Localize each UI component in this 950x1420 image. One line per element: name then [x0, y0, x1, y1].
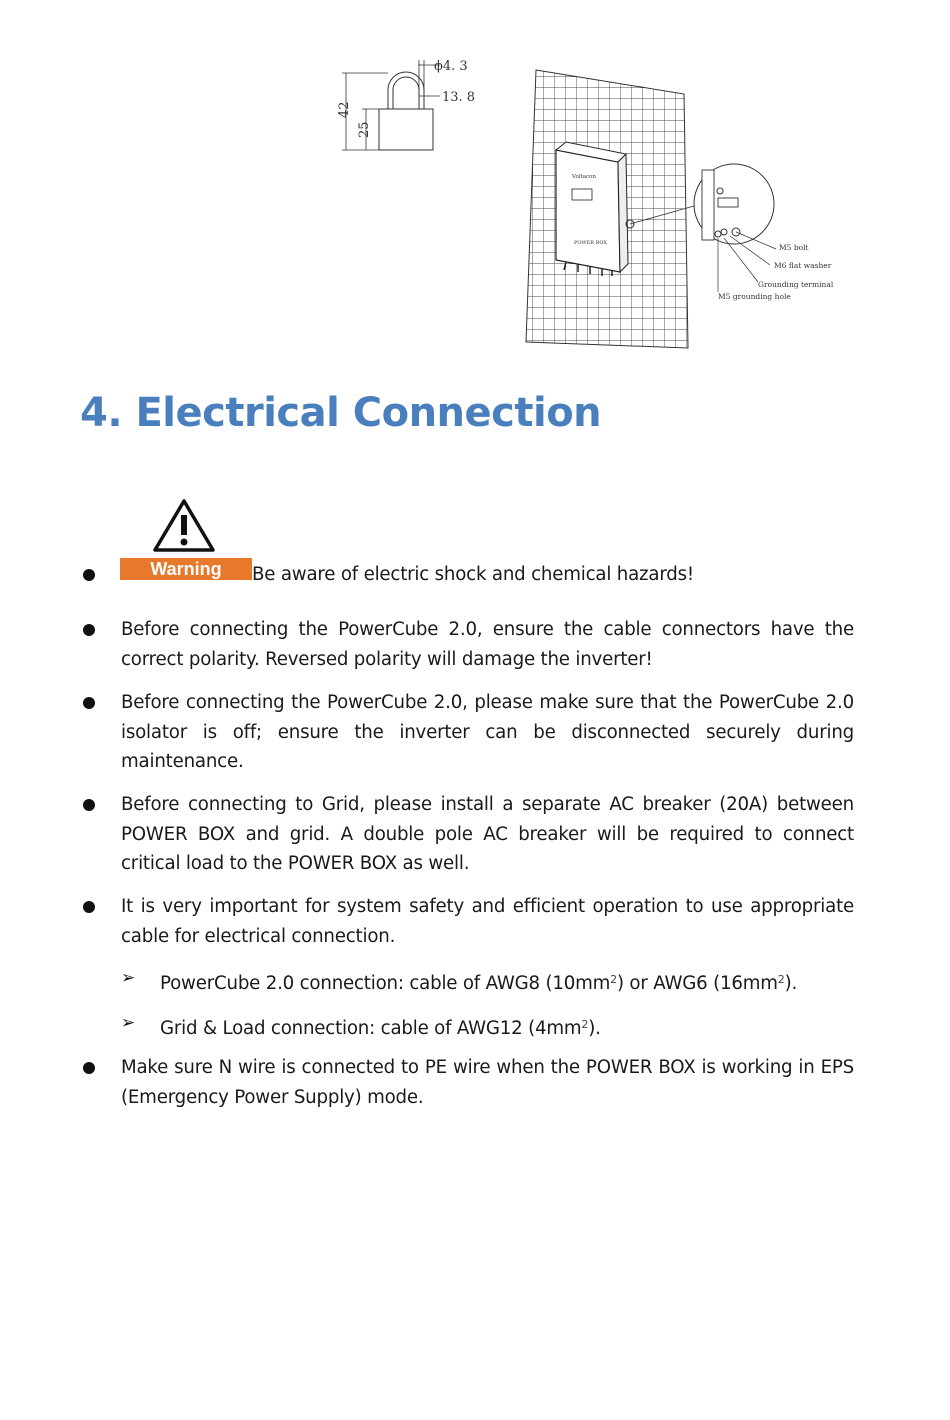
inverter-device-label: POWER BOX [574, 240, 607, 246]
callout-grounding-terminal: Grounding terminal [758, 280, 834, 289]
section-title: Electrical Connection [135, 390, 602, 436]
sub-bullet-powercube-cable: PowerCube 2.0 connection: cable of AWG8 $(10mm^2)$ or AWG6 $(16mm^2)$. [160, 973, 798, 994]
bullet-dot [83, 901, 95, 913]
bullet-dot [83, 624, 95, 636]
inverter-brand-label: Voltacon [572, 174, 596, 180]
padlock-dimension-figure [330, 52, 490, 162]
wall-mount-figure [522, 66, 842, 356]
bullet-dot [83, 697, 95, 709]
callout-m6-washer: M6 flat washer [774, 261, 832, 270]
sub-bullet-grid-load-cable: Grid & Load connection: cable of AWG12 $(4mm^2)$. [160, 1018, 601, 1039]
warning-icon [120, 498, 252, 582]
section-heading [80, 390, 601, 436]
arrow-bullet-icon: ➢ [121, 1013, 136, 1033]
bullet-dot [83, 799, 95, 811]
dim-inner-label: 13. 8 [442, 90, 476, 105]
bullet-dot [83, 569, 95, 581]
arrow-bullet-icon: ➢ [121, 968, 136, 988]
callout-m5-bolt: M5 bolt [779, 243, 809, 252]
warning-text: Be aware of electric shock and chemical hazards! [252, 564, 694, 585]
warning-badge-label: Warning [150, 559, 222, 579]
bullet-ac-breaker: Before connecting to Grid, please install a separate AC breaker (20A) between POWER BOX and grid. A double pole AC breaker will be required to connect critical load to the POWER BOX as well. [121, 794, 854, 874]
dim-wire-label: ϕ4. 3 [434, 59, 468, 74]
bullet-eps-mode: Make sure N wire is connected to PE wire when the POWER BOX is working in EPS (Emergency Power Supply) mode. [121, 1057, 854, 1108]
inverter-device [556, 142, 634, 276]
dim-total-label: 42 [337, 101, 352, 118]
bullet-cable: It is very important for system safety and efficient operation to use appropriate cable for electrical connection. [121, 896, 854, 947]
section-number: 4. [80, 390, 123, 436]
bullet-polarity: Before connecting the PowerCube 2.0, ensure the cable connectors have the correct polarity. Reversed polarity will damage the inverter! [121, 619, 854, 670]
bullet-isolator: Before connecting the PowerCube 2.0, please make sure that the PowerCube 2.0 isolator is off; ensure the inverter can be disconnected securely during maintenance. [121, 692, 854, 772]
dim-body-label: 25 [357, 121, 372, 138]
callout-m5-grounding-hole: M5 grounding hole [718, 292, 791, 301]
bullet-dot [83, 1062, 95, 1074]
